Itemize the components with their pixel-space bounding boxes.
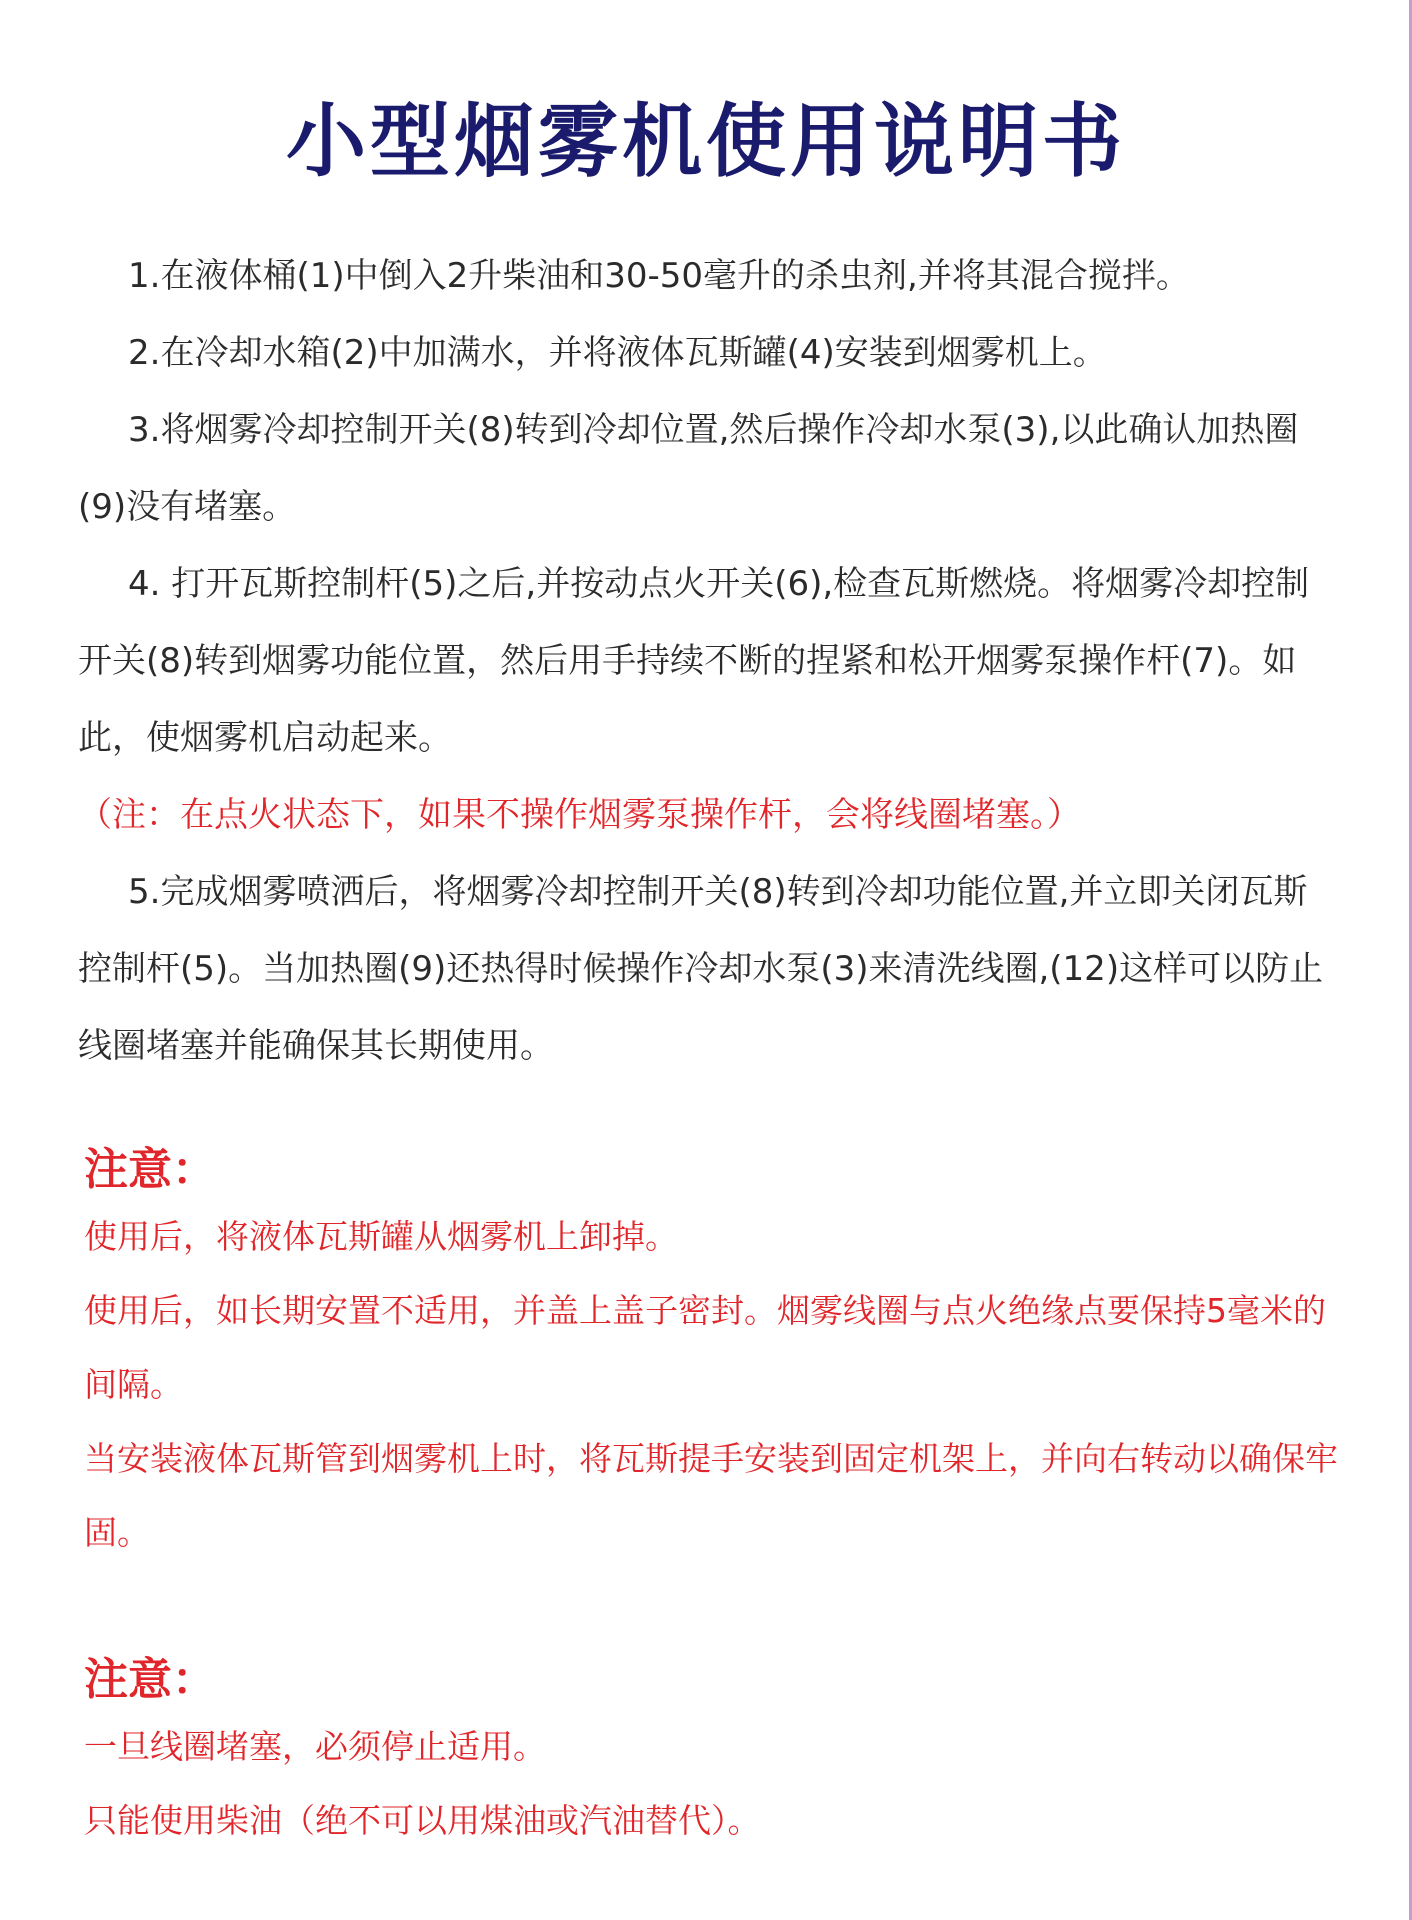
step-3: 3.将烟雾冷却控制开关(8)转到冷却位置,然后操作冷却水泵(3),以此确认加热圈(9)没有堵塞。	[78, 410, 1299, 527]
notice-heading: 注意：	[84, 1144, 216, 1195]
page-title: 小型烟雾机使用说明书	[286, 95, 1126, 188]
step-2: 2.在冷却水箱(2)中加满水，并将液体瓦斯罐(4)安装到烟雾机上。	[128, 333, 1107, 373]
notice-item: 使用后，如长期安置不适用，并盖上盖子密封。烟雾线圈与点火绝缘点要保持5毫米的间隔。	[84, 1291, 1326, 1404]
notice-item: 只能使用柴油（绝不可以用煤油或汽油替代）。	[84, 1801, 761, 1840]
step-5: 5.完成烟雾喷洒后，将烟雾冷却控制开关(8)转到冷却功能位置,并立即关闭瓦斯控制杆(5)。当加热圈(9)还热得时候操作冷却水泵(3)来清洗线圈,(12)这样可以防止线圈堵塞并能确保其长期使用。	[78, 872, 1324, 1066]
notice-section-2	[84, 1650, 1344, 1858]
notice-section-1	[84, 1140, 1344, 1570]
step-1: 1.在液体桶(1)中倒入2升柴油和30-50毫升的杀虫剂,并将其混合搅拌。	[128, 256, 1190, 296]
instruction-steps	[78, 238, 1338, 1085]
notice-item: 使用后，将液体瓦斯罐从烟雾机上卸掉。	[84, 1217, 678, 1256]
notice-item: 当安装液体瓦斯管到烟雾机上时，将瓦斯提手安装到固定机架上，并向右转动以确保牢固。	[84, 1439, 1338, 1552]
notice-heading: 注意：	[84, 1654, 216, 1705]
step-4: 4. 打开瓦斯控制杆(5)之后,并按动点火开关(6),检查瓦斯燃烧。将烟雾冷却控制开关(8)转到烟雾功能位置，然后用手持续不断的捏紧和松开烟雾泵操作杆(7)。如此，使烟雾机启动起来。	[78, 564, 1310, 758]
ignition-warning-note: （注：在点火状态下，如果不操作烟雾泵操作杆，会将线圈堵塞。）	[78, 795, 1081, 835]
notice-item: 一旦线圈堵塞，必须停止适用。	[84, 1727, 546, 1766]
